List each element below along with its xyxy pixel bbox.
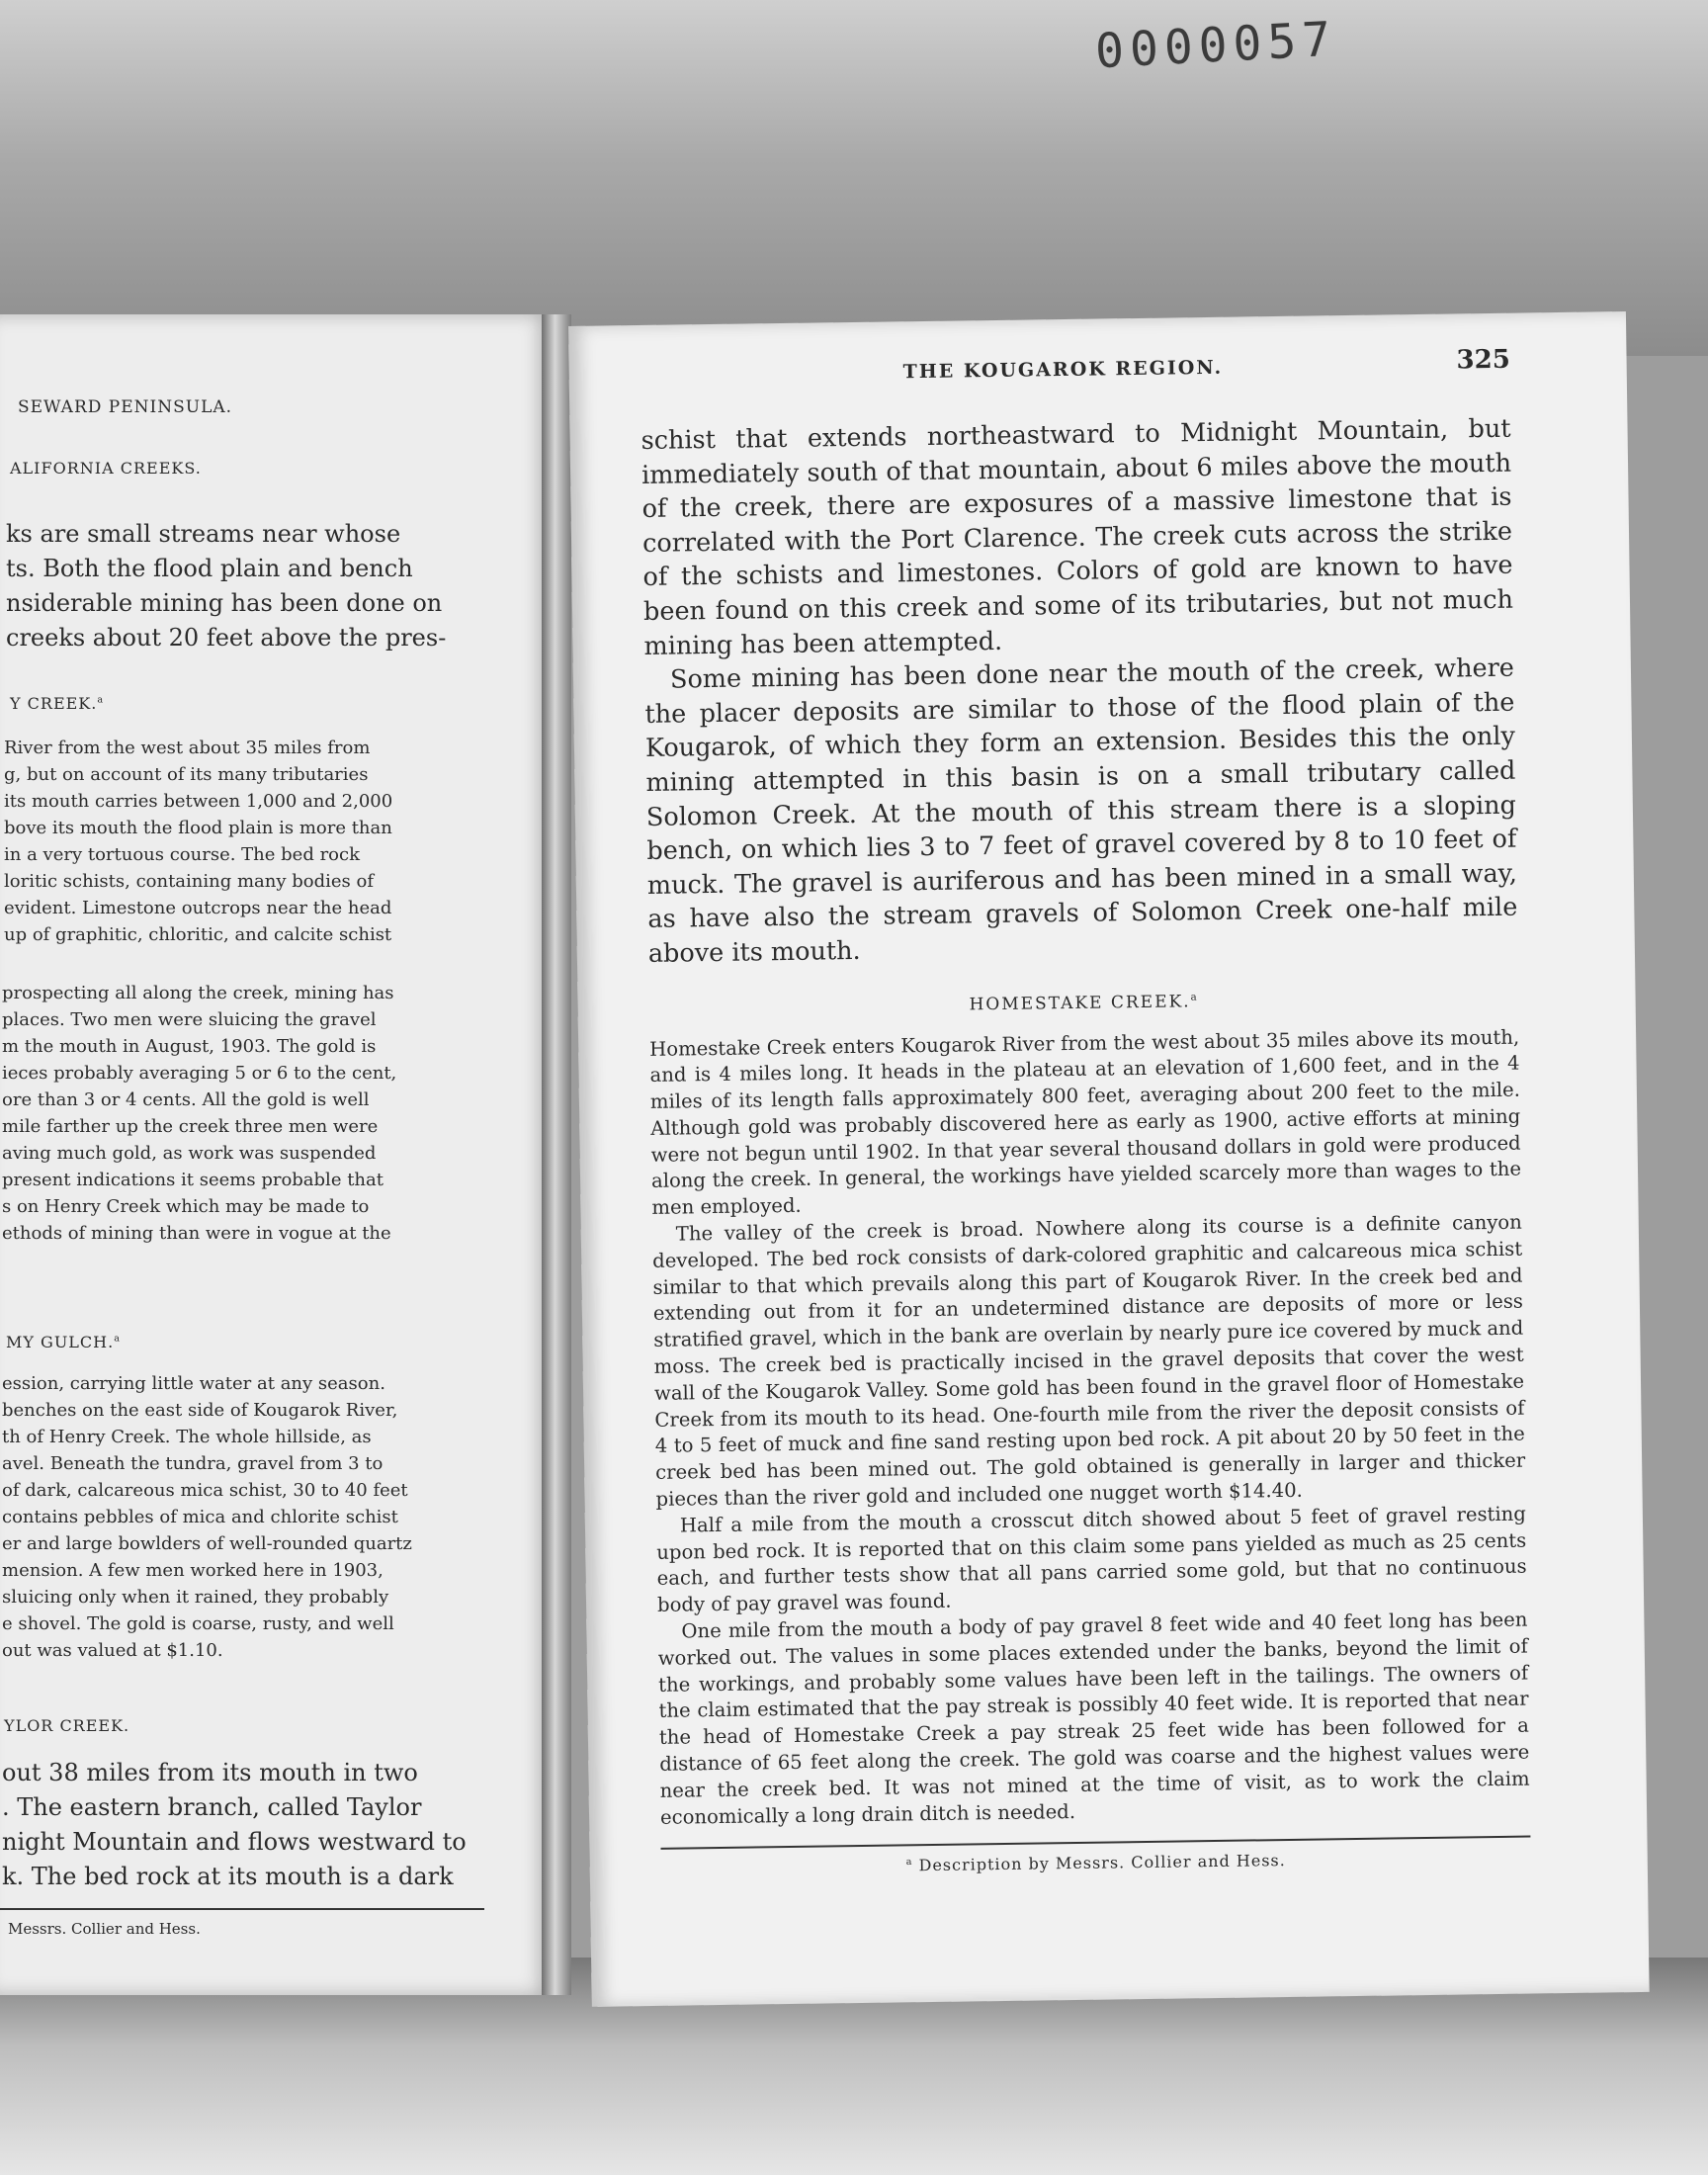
left-text-line: bove its mouth the flood plain is more than: [4, 818, 392, 838]
left-para-4: [2, 1370, 554, 1664]
left-text-line: places. Two men were sluicing the gravel: [2, 1009, 377, 1030]
left-heading-2: Y CREEK.$^a$: [10, 694, 105, 713]
left-text-line: ieces probably averaging 5 or 6 to the cent,: [2, 1063, 397, 1084]
right-page: [568, 311, 1650, 2007]
left-text-line: prospecting all along the creek, mining has: [2, 983, 394, 1003]
left-text-line: out was valued at $1.10.: [2, 1640, 223, 1661]
left-text-line: m the mouth in August, 1903. The gold is: [2, 1036, 377, 1057]
homestake-paragraph-4: One mile from the mouth a body of pay gravel 8 feet wide and 40 feet long has been worked out. The values in some places extended under the banks, beyond the limit of the workings, and probably some values have been left in the tailings. The owners of the claim estimated that the pay streak is possibly 40 feet wide. It is reported that near the head of Homestake Creek a pay streak 25 feet wide has been followed for a distance of 65 feet along the creek. The gold was coarse and the highest values were near the creek bed. It was not mined at the time of visit, as to work the claim economically a long drain ditch is needed.: [657, 1608, 1530, 1829]
homestake-paragraph-1: Homestake Creek enters Kougarok River from the west about 35 miles above its mouth, and is 4 miles long. It heads in the plateau at an elevation of 1,600 feet, and in the 4 miles of its length falls approximately 800 feet, averaging about 200 feet to the mile. Although gold was probably discovered here as early as 1900, active efforts at mining were not begun until 1902. In that year several thousand dollars in gold were produced along the creek. In general, the workings have yielded scarcely more than wages to the men employed.: [649, 1025, 1522, 1220]
book-gutter: [542, 314, 571, 1995]
left-text-line: avel. Beneath the tundra, gravel from 3 to: [2, 1453, 384, 1474]
document-stamp-number: 0000057: [1093, 11, 1338, 80]
left-text-line: . The eastern branch, called Taylor: [2, 1793, 422, 1821]
left-heading-4: YLOR CREEK.: [4, 1716, 130, 1735]
left-text-line: k. The bed rock at its mouth is a dark: [2, 1863, 454, 1890]
left-text-line: s on Henry Creek which may be made to: [2, 1196, 370, 1217]
left-para-3: [2, 980, 554, 1247]
left-text-line: present indications it seems probable that: [2, 1170, 384, 1190]
homestake-section: [649, 1024, 1530, 1831]
left-text-line: ethods of mining than were in vogue at the: [2, 1223, 391, 1244]
running-head-title: THE KOUGAROK REGION.: [902, 356, 1224, 384]
section-heading-homestake: HOMESTAKE CREEK.$^a$: [969, 991, 1199, 1014]
homestake-paragraph-3: Half a mile from the mouth a crosscut ditch showed about 5 feet of gravel resting upon bed rock. It is reported that on this claim some pans yielded as much as 25 cents each, and further tests show that all pans carried some gold, but that no continuous body of pay gravel was found.: [656, 1502, 1527, 1617]
left-text-line: night Mountain and flows westward to: [2, 1828, 467, 1856]
left-para-2: [4, 735, 554, 948]
paragraph-2: Some mining has been done near the mouth of the creek, where the placer deposits are similar to those of the flood plain of the Kougarok, of which they form an extension. Besides this the only mining attempted in this basin is on a small tributary called Solomon Creek. At the mouth of this stream there is a sloping bench, on which lies 3 to 7 feet of gravel covered by 8 to 10 feet of muck. The gravel is auriferous and has been mined in a small way, as have also the stream gravels of Solomon Creek one-half mile above its mouth.: [644, 652, 1518, 969]
left-text-line: its mouth carries between 1,000 and 2,000: [4, 791, 393, 812]
left-footnote-rule: [0, 1908, 484, 1910]
left-text-line: g, but on account of its many tributaries: [4, 764, 369, 785]
left-text-line: mension. A few men worked here in 1903,: [2, 1560, 384, 1581]
left-text-line: River from the west about 35 miles from: [4, 738, 371, 758]
left-text-line: benches on the east side of Kougarok River,: [2, 1400, 398, 1421]
left-footnote: Messrs. Collier and Hess.: [8, 1920, 201, 1938]
left-text-line: in a very tortuous course. The bed rock: [4, 844, 360, 865]
left-text-line: contains pebbles of mica and chlorite schist: [2, 1507, 398, 1527]
homestake-paragraph-2: The valley of the creek is broad. Nowhere along its course is a definite canyon developed. The bed rock consists of dark-colored graphitic and calcareous mica schist similar to that which prevails along this part of Kougarok River. In the creek bed and extending out from it for an undetermined distance are deposits of more or less stratified gravel, which in the bank are overlain by nearly pure ice covered by muck and moss. The creek bed is practically incised in the gravel deposits that cover the west wall of the Kougarok Valley. Some gold has been found in the gravel floor of Homestake Creek from its mouth to its head. One-fourth mile from the river the deposit consists of 4 to 5 feet of muck and fine sand resting upon bed rock. A pit about 20 by 50 feet in the creek bed has been mined out. The gold obtained is generally in larger and thicker pieces than the river gold and included one nugget worth $14.40.: [652, 1210, 1526, 1511]
left-text-line: creeks about 20 feet above the pres-: [6, 624, 447, 652]
paragraph-1: schist that extends northeastward to Midnight Mountain, but immediately south of that mountain, about 6 miles above the mouth of the creek, there are exposures of a massive limestone that is correlated with the Port Clarence. The creek cuts across the strike of the schists and limestones. Colors of gold are known to have been found on this creek and some of its tributaries, but not much mining has been attempted.: [640, 413, 1514, 661]
footnote: $^a$ Description by Messrs. Collier and Hess.: [905, 1851, 1286, 1875]
left-running-head: SEWARD PENINSULA.: [18, 397, 233, 417]
left-text-line: evident. Limestone outcrops near the head: [4, 898, 392, 918]
left-text-line: ore than 3 or 4 cents. All the gold is well: [2, 1089, 370, 1110]
left-text-line: out 38 miles from its mouth in two: [2, 1759, 418, 1786]
left-text-line: of dark, calcareous mica schist, 30 to 40 feet: [2, 1480, 408, 1501]
left-text-line: th of Henry Creek. The whole hillside, as: [2, 1427, 372, 1447]
left-text-line: loritic schists, containing many bodies of: [4, 871, 375, 892]
left-text-line: ks are small streams near whose: [6, 520, 401, 548]
left-text-line: sluicing only when it rained, they probably: [2, 1587, 389, 1608]
left-para-5: [2, 1756, 554, 1894]
left-text-line: e shovel. The gold is coarse, rusty, and well: [2, 1613, 394, 1634]
left-para-1: [6, 517, 554, 655]
left-text-line: nsiderable mining has been done on: [6, 589, 443, 617]
running-head: [569, 344, 1558, 403]
body-column: [640, 412, 1530, 1832]
left-text-line: ts. Both the flood plain and bench: [6, 555, 413, 582]
page-number: 325: [1456, 344, 1511, 376]
scan-background-top: [0, 0, 1708, 356]
left-section-head: ALIFORNIA CREEKS.: [10, 459, 202, 478]
left-text-line: up of graphitic, chloritic, and calcite schist: [4, 924, 392, 945]
left-text-line: er and large bowlders of well-rounded quartz: [2, 1533, 412, 1554]
footnote-rule: [660, 1836, 1530, 1850]
left-text-line: aving much gold, as work was suspended: [2, 1143, 377, 1164]
left-text-line: ession, carrying little water at any season.: [2, 1373, 385, 1394]
left-page: [0, 314, 554, 1995]
left-heading-3: MY GULCH.$^a$: [6, 1333, 121, 1351]
left-text-line: mile farther up the creek three men were: [2, 1116, 379, 1137]
